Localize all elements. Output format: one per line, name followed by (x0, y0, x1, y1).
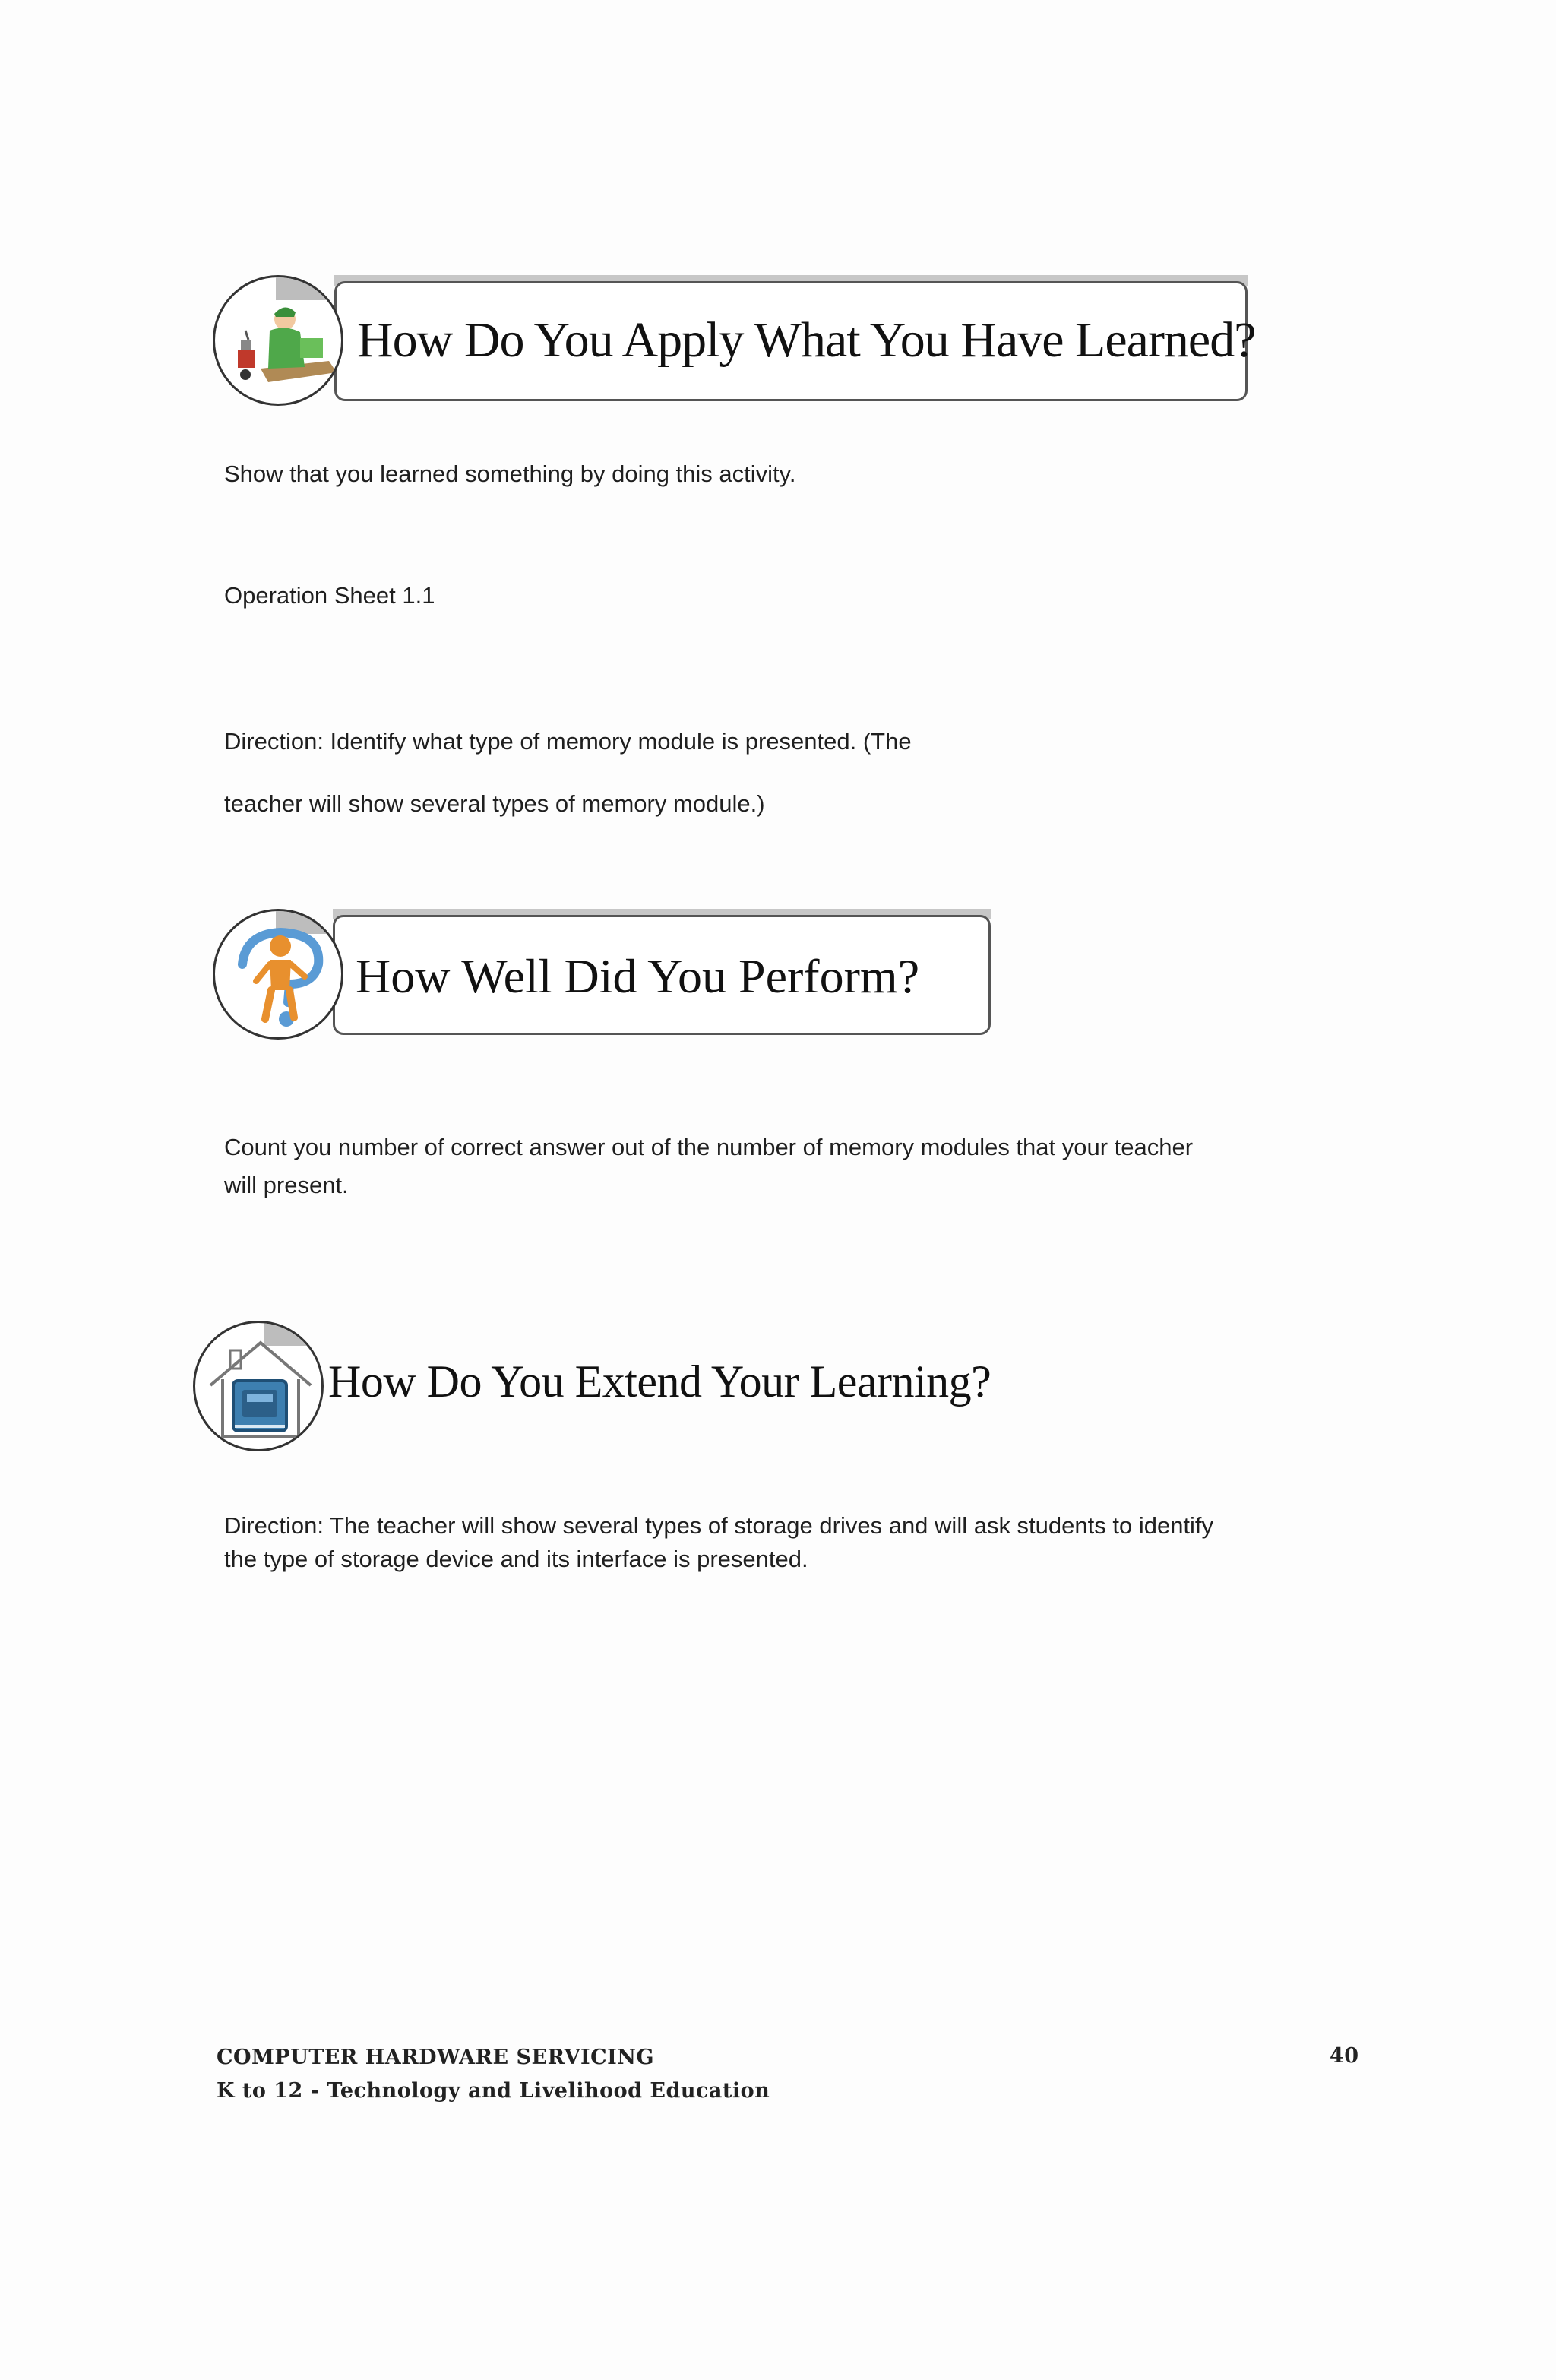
perform-banner-title: How Well Did You Perform? (356, 949, 920, 1003)
perform-text-line-2: will present. (224, 1172, 349, 1198)
extend-icon-frame (193, 1321, 324, 1451)
footer-program: K to 12 - Technology and Livelihood Education (217, 2079, 770, 2103)
operation-sheet-label: Operation Sheet 1.1 (224, 582, 435, 609)
apply-icon-frame (213, 275, 343, 406)
question-mark-figure-icon (215, 911, 343, 1040)
apply-direction-line-2: teacher will show several types of memory module.) (224, 790, 765, 817)
perform-text-line-1: Count you number of correct answer out of the number of memory modules that your teacher (224, 1134, 1194, 1160)
footer-page-number: 40 (1330, 2044, 1359, 2068)
footer-course: COMPUTER HARDWARE SERVICING (217, 2046, 655, 2069)
apply-direction-line-1: Direction: Identify what type of memory module is presented. (The (224, 728, 912, 755)
house-with-book-icon (195, 1323, 324, 1451)
perform-icon-frame (213, 909, 343, 1040)
extend-direction-line-1: Direction: The teacher will show several types of storage drives and will ask students to identify (224, 1512, 1214, 1539)
extend-section-title: How Do You Extend Your Learning? (328, 1356, 991, 1407)
extend-direction-line-2: the type of storage device and its interface is presented. (224, 1546, 808, 1572)
worker-at-desk-icon (215, 277, 343, 406)
apply-intro-text: Show that you learned something by doing this activity. (224, 460, 796, 487)
apply-banner-title: How Do You Apply What You Have Learned? (357, 312, 1256, 368)
